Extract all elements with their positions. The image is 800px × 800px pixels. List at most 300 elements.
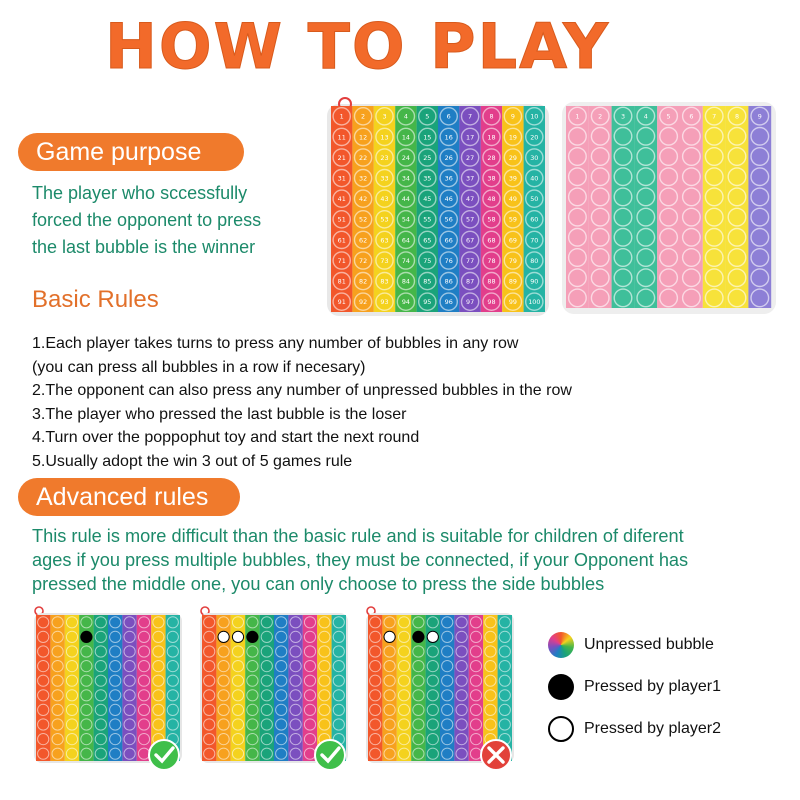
bubble [95,748,106,759]
bubble [204,734,215,745]
bubble [38,661,49,672]
bubble [138,719,149,730]
bubble-number: 73 [380,256,389,265]
bubble [110,704,121,715]
bubble [124,704,135,715]
example-board-2 [198,605,354,775]
bubble-number: 43 [380,195,389,204]
bubble [728,249,746,267]
bubble-number: 26 [444,153,453,162]
bubble [304,748,315,759]
bubble [167,704,178,715]
bubble [261,646,272,657]
bubble [81,690,92,701]
bubble [398,719,409,730]
bubble [728,208,746,226]
bubble-number: 39 [508,174,517,183]
rule-item: 2.The opponent can also press any number of unpressed bubbles in the row [32,382,572,400]
bubble [569,208,587,226]
bubble [660,188,678,206]
bubble [276,661,287,672]
basic-rules-heading: Basic Rules [32,286,159,313]
bubble [398,734,409,745]
bubble-number: 5 [425,112,430,121]
bubble [319,631,330,642]
bubble [456,617,467,628]
bubble-number: 55 [423,215,432,224]
bubble [124,719,135,730]
bubble [38,704,49,715]
bubble-number: 71 [337,256,346,265]
bubble [614,289,632,307]
bubble [52,748,63,759]
bubble-number: 6 [446,112,451,121]
bubble [124,748,135,759]
bubble [138,704,149,715]
bubble [167,719,178,730]
bubble [138,661,149,672]
bubble-number: 29 [508,153,517,162]
bubble [413,617,424,628]
bubble [456,661,467,672]
bubble [398,631,409,642]
bubble [485,631,496,642]
bubble-number: 17 [466,133,475,142]
white-bubble-icon [548,716,574,742]
bubble [427,646,438,657]
bubble [456,646,467,657]
bubble [247,646,258,657]
bubble-number: 4 [403,112,408,121]
black-bubble-icon [548,674,574,700]
bubble [290,734,301,745]
bubble [66,719,77,730]
bubble [413,690,424,701]
bubble-number: 20 [530,133,539,142]
bubble [499,617,510,628]
bubble-number: 13 [380,133,389,142]
bubble [138,631,149,642]
bubble [442,646,453,657]
bubble [413,646,424,657]
bubble [66,646,77,657]
bubble-number: 92 [359,298,368,307]
bubble [728,229,746,247]
bubble [232,690,243,701]
bubble [333,704,344,715]
bubble [728,269,746,287]
bubble [95,719,106,730]
bubble [204,748,215,759]
bubble-number: 56 [444,215,453,224]
bubble [614,249,632,267]
bubble [470,748,481,759]
bubble [247,719,258,730]
bubble [398,661,409,672]
bubble [319,675,330,686]
bubble [499,690,510,701]
bubble-number: 8 [489,112,494,121]
bubble [485,690,496,701]
bubble [614,128,632,146]
bubble [683,249,701,267]
advanced-rules-line: This rule is more difficult than the basic rule and is suitable for children of diferent [32,526,684,546]
bubble [398,704,409,715]
bubble [247,704,258,715]
bubble [124,690,135,701]
rainbow-board-numbered [325,96,551,318]
bubble [66,734,77,745]
bubble [637,168,655,186]
bubble [247,675,258,686]
bubble [167,675,178,686]
bubble [614,229,632,247]
bubble-number: 91 [337,298,346,307]
bubble [370,646,381,657]
bubble-number: 19 [508,133,517,142]
bubble-number: 4 [643,112,648,121]
bubble [637,208,655,226]
bubble [218,675,229,686]
bubble-number: 87 [466,277,475,286]
bubble [427,748,438,759]
bubble [427,719,438,730]
bubble [290,661,301,672]
bubble-number: 53 [380,215,389,224]
bubble [304,734,315,745]
bubble-number: 59 [508,215,517,224]
bubble [705,208,723,226]
advanced-rules-line: ages if you press multiple bubbles, they must be connected, if your Opponent has [32,550,689,570]
bubble [290,690,301,701]
bubble-number: 47 [466,195,475,204]
bubble [370,690,381,701]
advanced-rules-line: pressed the middle one, you can only choose to press the side bubbles [32,574,605,594]
bubble [591,128,609,146]
bubble-number: 46 [444,195,453,204]
bubble-number: 54 [401,215,410,224]
bubble-number: 27 [466,153,475,162]
bubble [591,168,609,186]
bubble [290,748,301,759]
bubble [81,646,92,657]
bubble [485,646,496,657]
bubble [384,690,395,701]
bubble [499,631,510,642]
bubble [319,719,330,730]
bubble [728,128,746,146]
bubble [153,719,164,730]
bubble-number: 58 [487,215,496,224]
bubble [660,168,678,186]
bubble [38,719,49,730]
bubble [705,249,723,267]
bubble [413,631,424,642]
bubble [569,188,587,206]
bubble-number: 9 [757,112,762,121]
bubble [319,617,330,628]
bubble [660,249,678,267]
bubble [204,631,215,642]
bubble-number: 66 [444,236,453,245]
bubble [66,748,77,759]
bubble [81,719,92,730]
bubble-number: 67 [466,236,475,245]
bubble [683,229,701,247]
bubble-number: 33 [380,174,389,183]
bubble [95,704,106,715]
bubble [124,646,135,657]
bubble-number: 35 [423,174,432,183]
bubble-number: 44 [401,195,410,204]
bubble [384,646,395,657]
bubble [370,631,381,642]
advanced-rules-text [32,524,782,596]
bubble [370,675,381,686]
bubble [204,661,215,672]
bubble-number: 18 [487,133,496,142]
bubble [485,661,496,672]
bubble-number: 98 [487,298,496,307]
bubble [232,704,243,715]
bubble [290,646,301,657]
bubble [204,617,215,628]
bubble [333,631,344,642]
bubble [705,269,723,287]
bubble-number: 38 [487,174,496,183]
bubble [427,704,438,715]
bubble [384,704,395,715]
advanced-rules-heading-text: Advanced rules [36,483,209,511]
bubble [204,646,215,657]
bubble-number: 84 [401,277,410,286]
bubble-number: 93 [380,298,389,307]
bubble-number: 30 [530,153,539,162]
bubble [81,734,92,745]
bubble-number: 32 [359,174,368,183]
game-purpose-text [32,180,261,261]
bubble [485,675,496,686]
bubble-number: 49 [508,195,517,204]
bubble [232,617,243,628]
bubble-number: 24 [401,153,410,162]
bubble [319,646,330,657]
bubble-number: 68 [487,236,496,245]
bubble [751,168,769,186]
bubble [751,208,769,226]
bubble [683,148,701,166]
legend-player2-label: Pressed by player2 [584,720,721,737]
bubble [138,734,149,745]
bubble [167,646,178,657]
bubble-number: 95 [423,298,432,307]
bubble [95,734,106,745]
bubble [110,748,121,759]
bubble [485,719,496,730]
bubble-number: 40 [530,174,539,183]
bubble [110,631,121,642]
rule-item: 4.Turn over the poppophut toy and start the next round [32,429,420,447]
bubble [66,704,77,715]
bubble [290,704,301,715]
bubble [81,631,92,642]
bubble [683,269,701,287]
rule-item: 1.Each player takes turns to press any number of bubbles in any row [32,335,519,352]
rule-item: 3.The player who pressed the last bubble is the loser [32,405,407,423]
bubble [398,617,409,628]
bubble [290,631,301,642]
bubble [261,748,272,759]
bubble [153,690,164,701]
bubble [499,719,510,730]
bubble [218,646,229,657]
bubble [591,289,609,307]
bubble [660,229,678,247]
game-purpose-line: forced the opponent to press [32,210,262,230]
bubble-number: 7 [468,112,473,121]
bubble-number: 75 [423,256,432,265]
bubble [290,617,301,628]
bubble [304,631,315,642]
bubble [413,661,424,672]
bubble [705,289,723,307]
bubble [569,168,587,186]
bubble-number: 79 [508,256,517,265]
bubble [569,269,587,287]
bubble [52,631,63,642]
pastel-board-numbered [560,100,778,316]
bubble [456,734,467,745]
bubble-number: 64 [401,236,410,245]
bubble [591,208,609,226]
bubble-number: 42 [359,195,368,204]
basic-rules-list [32,332,572,474]
bubble [218,704,229,715]
bubble [52,617,63,628]
bubble [427,661,438,672]
bubble [370,704,381,715]
bubble [81,661,92,672]
bubble [442,661,453,672]
bubble [261,734,272,745]
bubble [95,690,106,701]
bubble-number: 97 [466,298,475,307]
bubble [81,748,92,759]
bubble [218,690,229,701]
bubble [333,675,344,686]
bubble [470,646,481,657]
bubble [247,734,258,745]
bubble [232,631,243,642]
bubble [427,631,438,642]
game-purpose-line: The player who sccessfully [32,183,248,203]
bubble-number: 89 [508,277,517,286]
bubble [470,734,481,745]
bubble [52,675,63,686]
bubble [81,704,92,715]
bubble [38,690,49,701]
bubble [232,661,243,672]
bubble-number: 70 [530,236,539,245]
bubble [38,631,49,642]
bubble [427,734,438,745]
bubble [304,661,315,672]
bubble-number: 21 [337,153,346,162]
bubble [232,734,243,745]
bubble-number: 60 [530,215,539,224]
bubble [470,617,481,628]
bubble [304,719,315,730]
bubble [442,675,453,686]
bubble [370,617,381,628]
bubble [38,617,49,628]
bubble [81,675,92,686]
bubble [637,128,655,146]
bubble [591,148,609,166]
bubble-number: 10 [530,112,539,121]
bubble [569,289,587,307]
bubble [614,208,632,226]
bubble [333,661,344,672]
bubble [66,690,77,701]
bubble [637,269,655,287]
bubble [304,617,315,628]
bubble [276,617,287,628]
bubble [398,690,409,701]
bubble [683,289,701,307]
bubble [153,661,164,672]
bubble-number: 7 [712,112,717,121]
bubble [52,704,63,715]
bubble-number: 78 [487,256,496,265]
bubble [384,748,395,759]
bubble [38,734,49,745]
bubble [614,188,632,206]
bubble-number: 96 [444,298,453,307]
bubble [384,675,395,686]
bubble [751,249,769,267]
bubble [319,704,330,715]
bubble [261,617,272,628]
bubble [167,690,178,701]
bubble [470,719,481,730]
bubble [569,249,587,267]
bubble [319,690,330,701]
bubble [232,675,243,686]
page-title: HOW TO PLAY [105,10,611,83]
bubble-number: 12 [359,133,368,142]
bubble [333,646,344,657]
bubble [66,617,77,628]
bubble-number: 50 [530,195,539,204]
bubble [110,661,121,672]
bubble-number: 3 [620,112,626,121]
bubble [384,719,395,730]
bubble [384,617,395,628]
bubble [333,690,344,701]
bubble [751,128,769,146]
bubble [705,148,723,166]
bubble-number: 28 [487,153,496,162]
bubble-number: 94 [401,298,410,307]
bubble [470,704,481,715]
bubble [442,719,453,730]
bubble [637,188,655,206]
bubble [370,734,381,745]
rule-item: 5.Usually adopt the win 3 out of 5 games rule [32,452,353,470]
bubble [218,748,229,759]
bubble-number: 65 [423,236,432,245]
